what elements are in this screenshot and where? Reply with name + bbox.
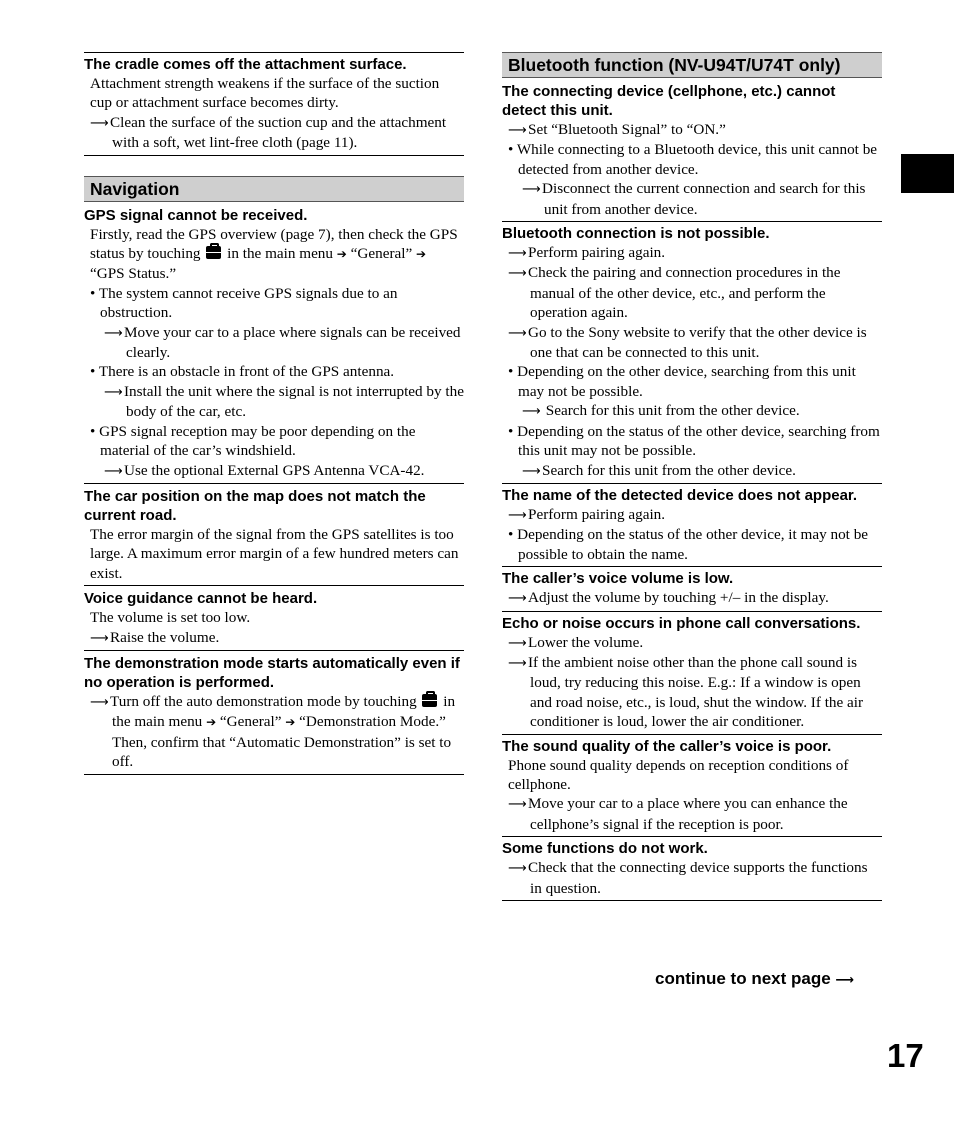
gps-text: Firstly, read the GPS overview (page 7), then check the GPS status by touching in the main menu ➔ “General” ➔ “GPS Status.”	[90, 225, 458, 283]
cradle-remedy: ⟶Clean the surface of the suction cup and the attachment with a soft, wet lint-free cloth (page 11).	[90, 113, 447, 152]
detect-block	[502, 82, 882, 222]
remedy-item: ⟶Move your car to a place where you can enhance the cellphone’s signal if the reception is poor.	[508, 795, 848, 833]
remedy-item: ⟶Search for this unit from the other device.	[502, 461, 882, 481]
quality-heading: The sound quality of the caller’s voice is poor.	[502, 737, 832, 755]
connection-block	[502, 224, 882, 484]
cradle-text: Attachment strength weakens if the surface of the suction cup or attachment surface becomes dirty.	[90, 75, 440, 112]
detect-heading: The connecting device (cellphone, etc.) cannot detect this unit.	[502, 83, 836, 119]
arrow-icon: ⟶	[508, 507, 527, 523]
arrow-icon: ⟶	[522, 404, 541, 420]
remedy-item: ⟶Adjust the volume by touching +/– in the display.	[502, 588, 882, 608]
volume-block	[502, 569, 882, 611]
voice-heading: Voice guidance cannot be heard.	[84, 590, 318, 608]
arrow-icon: ⟶	[104, 463, 123, 479]
voice-text: The volume is set too low.	[90, 609, 251, 627]
bullet-item: • Depending on the status of the other device, it may not be possible to obtain the name.	[508, 526, 869, 563]
remedy-item: ⟶Perform pairing again.	[502, 243, 882, 263]
remedy-item: ⟶Lower the volume.	[502, 633, 882, 653]
bullet-item: • While connecting to a Bluetooth device, this unit cannot be detected from another device.	[508, 141, 878, 178]
arrow-icon: ⟶	[508, 325, 527, 341]
functions-heading: Some functions do not work.	[502, 840, 708, 858]
arrow-icon: ⟶	[104, 325, 123, 341]
bullet-item: • Depending on the other device, searching from this unit may not be possible.	[508, 363, 856, 400]
remedy-item: ⟶If the ambient noise other than the phone call sound is loud, try reducing this noise. E.g.: If a window is open and road noise, etc., is loud, shut the window. If the air conditioner is loud, lower the air conditioner.	[508, 653, 864, 731]
remedy-item: ⟶Disconnect the current connection and search for this unit from another device.	[522, 180, 866, 218]
remedy-item: ⟶Install the unit where the signal is not interrupted by the body of the car, etc.	[104, 382, 464, 421]
arrow-icon: ⟶	[835, 973, 855, 988]
right-column	[502, 52, 882, 901]
arrow-icon: ⟶	[508, 861, 527, 877]
echo-heading: Echo or noise occurs in phone call conversations.	[502, 614, 861, 632]
bullet-item: • Depending on the status of the other device, searching from this unit may not be possible.	[508, 422, 880, 460]
remedy-item: ⟶Perform pairing again.	[502, 505, 882, 525]
position-heading: The car position on the map does not match the current road.	[84, 487, 426, 524]
arrow-icon: ⟶	[104, 384, 123, 400]
name-block	[502, 486, 882, 567]
remedy-item: ⟶Move your car to a place where signals can be received clearly.	[104, 323, 461, 362]
arrow-icon: ⟶	[508, 246, 527, 262]
page-number: 17	[887, 1037, 924, 1074]
arrow-icon: ⟶	[508, 797, 527, 813]
toolbox-icon	[422, 694, 437, 707]
demo-block	[84, 654, 464, 775]
bullet-item: • There is an obstacle in front of the GPS antenna.	[90, 363, 395, 381]
echo-block	[502, 614, 882, 735]
remedy-item: ⟶Raise the volume.	[84, 628, 464, 648]
arrow-icon: ⟶	[522, 182, 541, 198]
navigation-section-title: Navigation	[84, 176, 464, 202]
cradle-heading: The cradle comes off the attachment surface.	[84, 56, 407, 73]
remedy-item: ⟶Use the optional External GPS Antenna VCA-42.	[84, 461, 464, 481]
bullet-item: • The system cannot receive GPS signals due to an obstruction.	[90, 284, 398, 322]
arrow-icon: ⟶	[90, 694, 109, 710]
gps-block	[84, 206, 464, 484]
arrow-icon: ⟶	[508, 635, 527, 651]
quality-block	[502, 737, 882, 838]
remedy-item: ⟶Check that the connecting device supports the functions in question.	[508, 859, 868, 897]
arrow-icon: ⟶	[508, 266, 527, 282]
remedy-item: ⟶Check the pairing and connection procedures in the manual of the other device, etc., and perform the operation again.	[508, 264, 841, 322]
gps-heading: GPS signal cannot be received.	[84, 206, 308, 224]
chevron-right-icon: ➔	[416, 247, 427, 262]
remedy-item: ⟶Turn off the auto demonstration mode by touching in the main menu ➔ “General” ➔ “Demonstration Mode.” Then, confirm that “Automatic Demonstration” is set to off.	[90, 692, 456, 771]
bluetooth-section-title: Bluetooth function (NV-U94T/U74T only)	[502, 52, 882, 78]
arrow-icon: ⟶	[522, 463, 541, 479]
arrow-icon: ⟶	[508, 655, 527, 671]
volume-heading: The caller’s voice volume is low.	[502, 570, 734, 588]
position-block	[84, 487, 464, 586]
chapter-thumb-tab	[901, 154, 954, 193]
toolbox-icon	[206, 246, 221, 259]
cradle-block	[84, 52, 464, 156]
remedy-item: ⟶ Search for this unit from the other device.	[502, 401, 882, 421]
voice-block	[84, 589, 464, 651]
chevron-right-icon: ➔	[285, 715, 296, 730]
name-heading: The name of the detected device does not appear.	[502, 486, 858, 504]
arrow-icon: ⟶	[90, 630, 109, 646]
functions-block	[502, 839, 882, 901]
quality-text: Phone sound quality depends on reception conditions of cellphone.	[508, 756, 849, 793]
chevron-right-icon: ➔	[336, 247, 347, 262]
chevron-right-icon: ➔	[206, 715, 217, 730]
left-column	[84, 52, 464, 775]
position-text: The error margin of the signal from the GPS satellites is too large. A maximum error margin of a few hundred meters can exist.	[90, 525, 459, 582]
continue-to-next-page: continue to next page ⟶	[655, 969, 855, 988]
demo-heading: The demonstration mode starts automatically even if no operation is performed.	[84, 654, 460, 691]
bullet-item: • GPS signal reception may be poor depending on the material of the car’s windshield.	[90, 422, 416, 460]
remedy-item: ⟶Go to the Sony website to verify that the other device is one that can be connected to this unit.	[508, 323, 867, 362]
remedy-item: ⟶Set “Bluetooth Signal” to “ON.”	[502, 120, 882, 140]
arrow-icon: ⟶	[90, 115, 109, 131]
connection-heading: Bluetooth connection is not possible.	[502, 225, 770, 243]
arrow-icon: ⟶	[508, 591, 527, 607]
arrow-icon: ⟶	[508, 123, 527, 138]
